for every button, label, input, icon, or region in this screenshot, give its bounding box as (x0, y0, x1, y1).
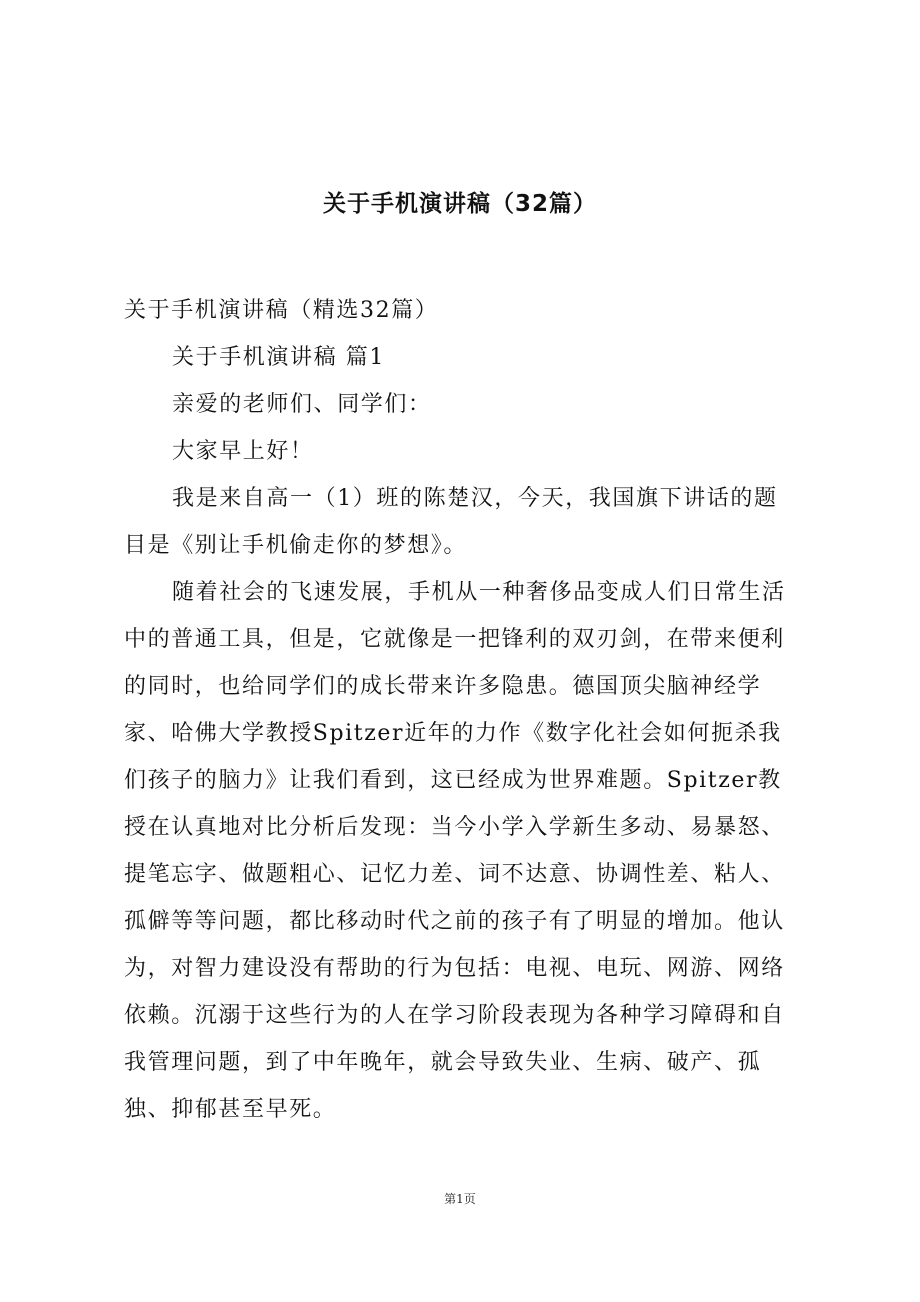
paragraph-line: 家、哈佛大学教授Spitzer近年的力作《数字化社会如何扼杀我 (124, 721, 782, 746)
document-subtitle: 关于手机演讲稿（精选32篇） (124, 298, 439, 323)
paragraph-line: 依赖。沉溺于这些行为的人在学习阶段表现为各种学习障碍和自 (124, 1003, 785, 1028)
paragraph-line: 们孩子的脑力》让我们看到，这已经成为世界难题。Spitzer教 (124, 768, 782, 793)
section-heading: 关于手机演讲稿 篇1 (172, 345, 385, 370)
document-title: 关于手机演讲稿（32篇） (322, 191, 597, 217)
paragraph-line: 随着社会的飞速发展，手机从一种奢侈品变成人们日常生活 (172, 580, 786, 605)
paragraph-line: 为，对智力建设没有帮助的行为包括：电视、电玩、网游、网络 (124, 956, 785, 981)
document-body (124, 287, 816, 1133)
paragraph-line: 的同时，也给同学们的成长带来许多隐患。德国顶尖脑神经学 (124, 674, 762, 699)
paragraph-line: 独、抑郁甚至早死。 (124, 1097, 337, 1122)
salutation-line: 大家早上好！ (172, 439, 314, 464)
paragraph-line: 目是《别让手机偷走你的梦想》。 (124, 533, 468, 558)
greeting-line: 亲爱的老师们、同学们： (172, 392, 432, 417)
paragraph-intro (124, 475, 816, 569)
paragraph-line: 授在认真地对比分析后发现：当今小学入学新生多动、易暴怒、 (124, 815, 785, 840)
page-number: 第1页 (444, 1192, 476, 1206)
paragraph-line: 中的普通工具，但是，它就像是一把锋利的双刃剑，在带来便利 (124, 627, 785, 652)
paragraph-line: 孤僻等等问题，都比移动时代之前的孩子有了明显的增加。他认 (124, 909, 785, 934)
paragraph-line: 我管理问题，到了中年晚年，就会导致失业、生病、破产、孤 (124, 1050, 762, 1075)
paragraph-line: 提笔忘字、做题粗心、记忆力差、词不达意、协调性差、粘人、 (124, 862, 785, 887)
paragraph-line: 我是来自高一（1）班的陈楚汉，今天，我国旗下讲话的题 (172, 486, 778, 511)
paragraph-main (124, 569, 816, 1133)
